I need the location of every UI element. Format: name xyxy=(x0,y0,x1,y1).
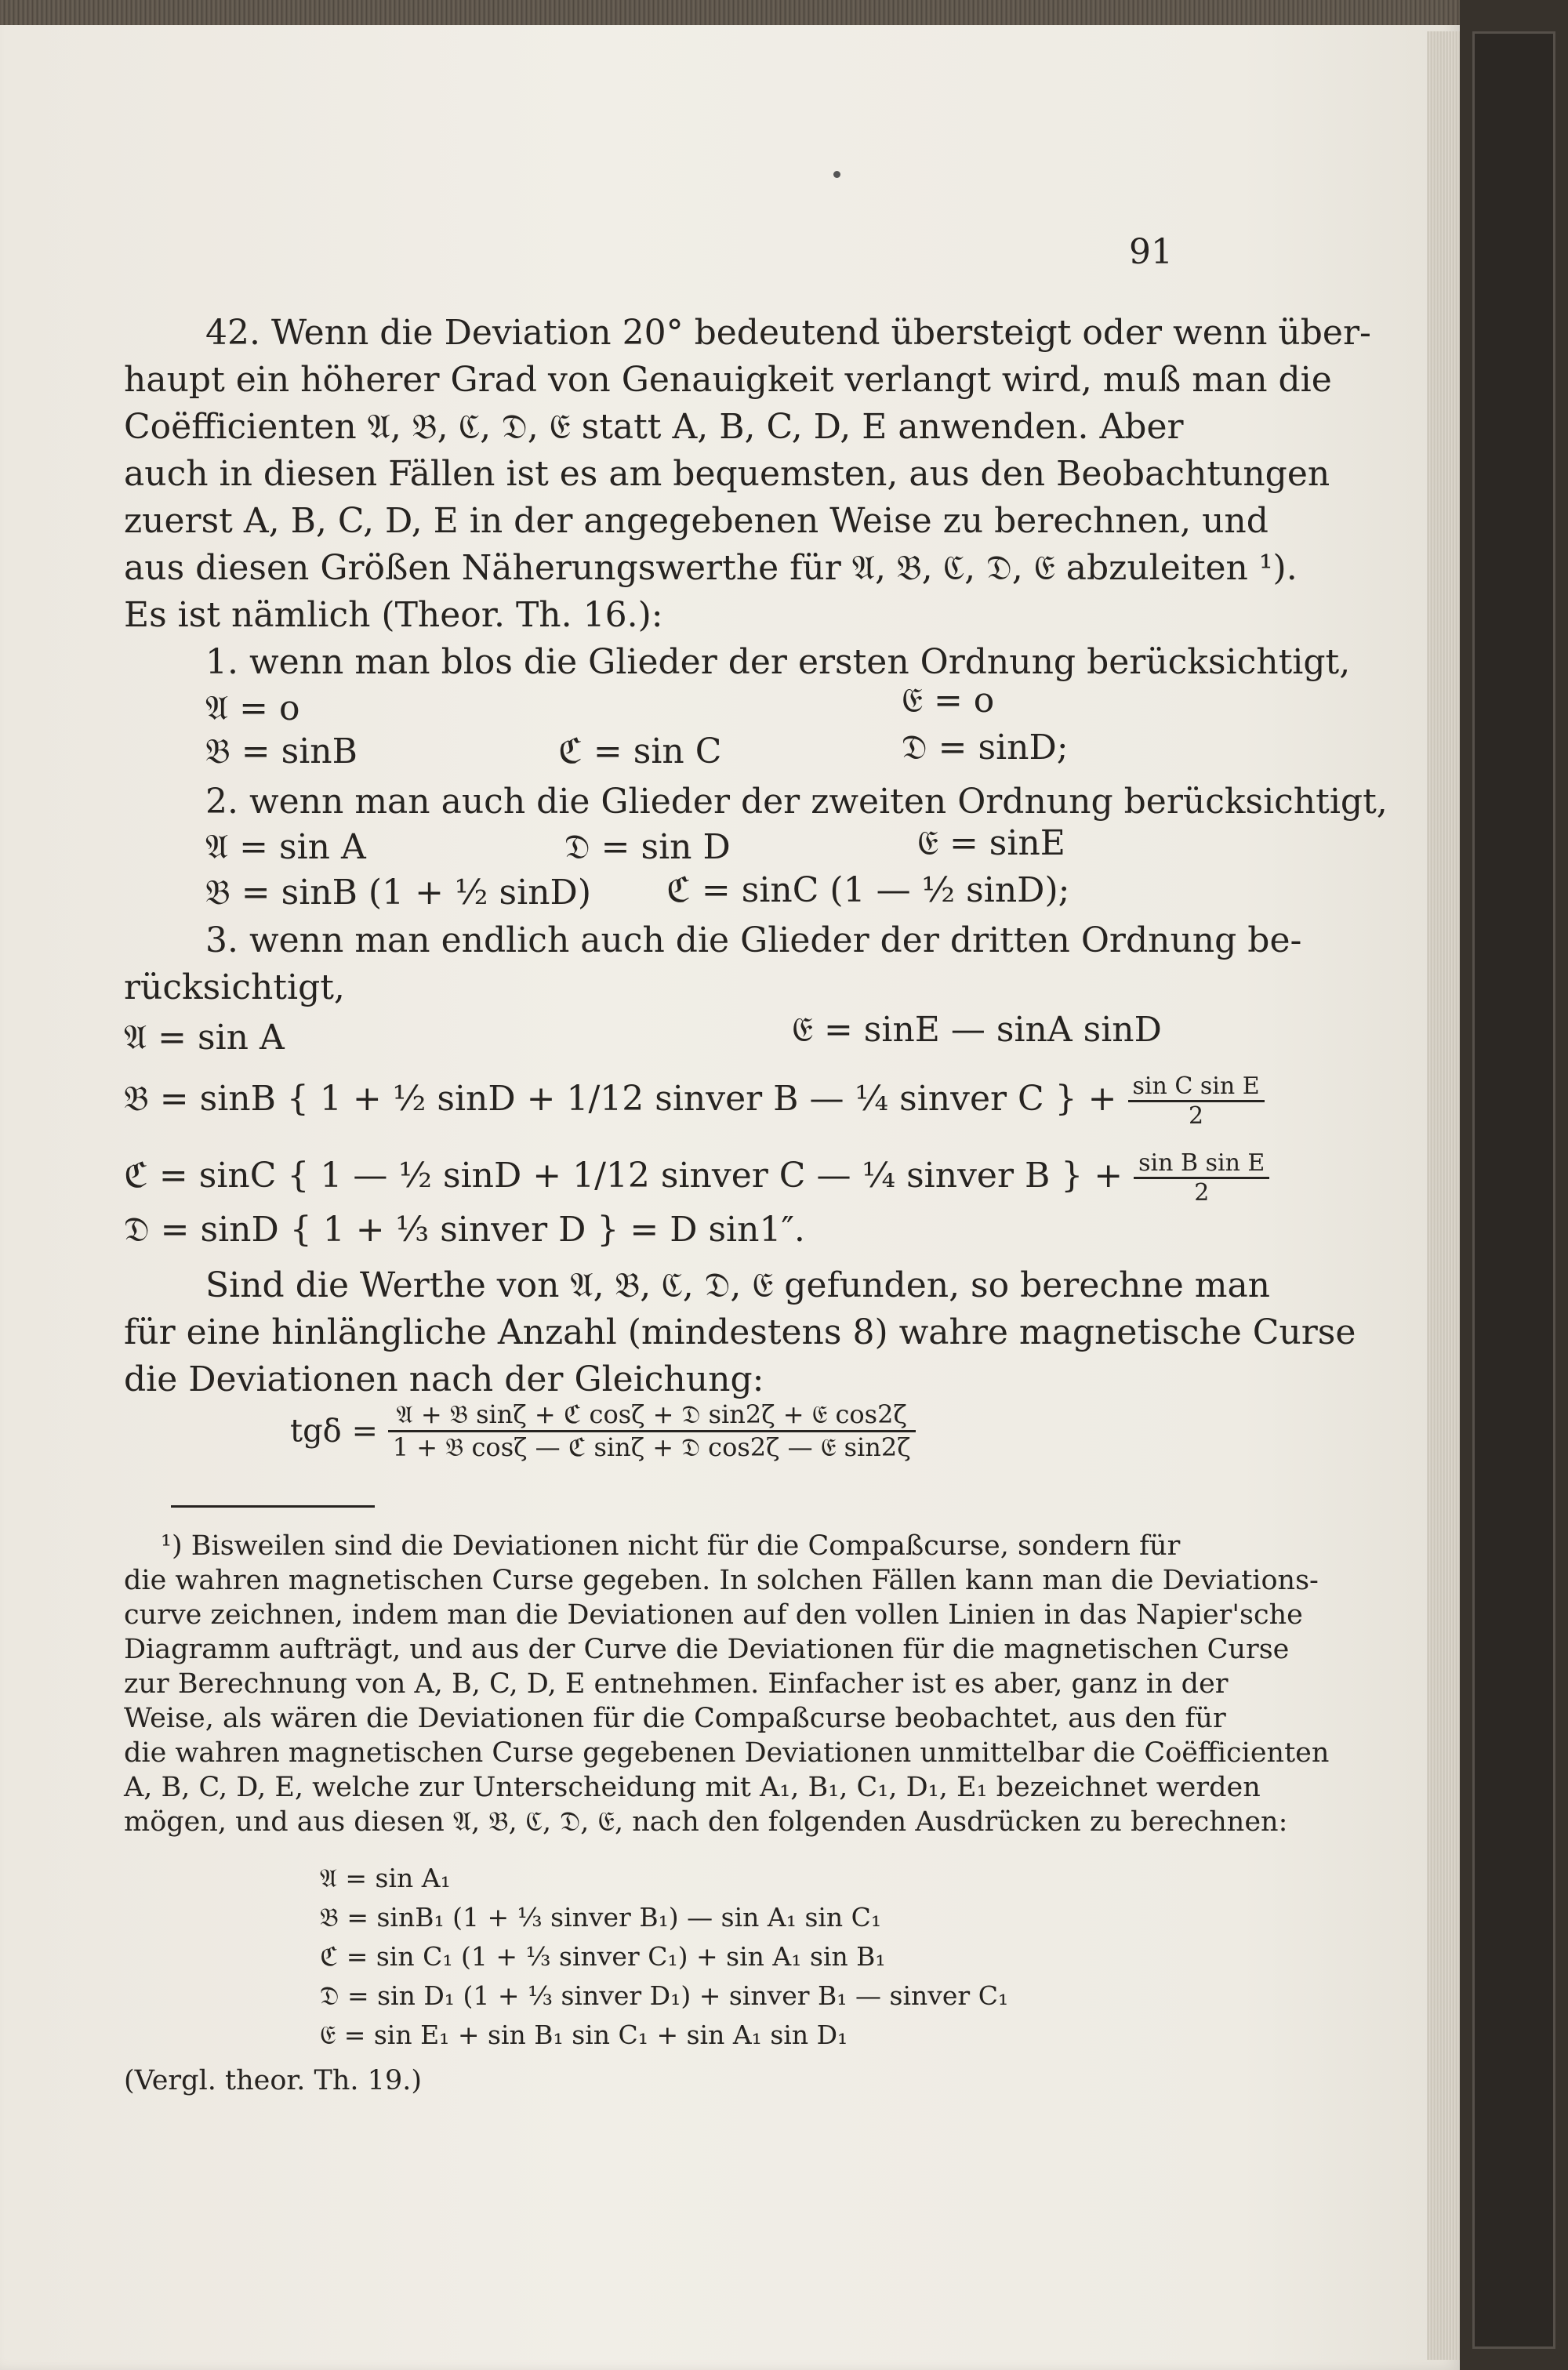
main-equation-denominator: 1 + 𝔅 cosζ — ℭ sinζ + 𝔇 cos2ζ — 𝔈 sin2ζ xyxy=(392,1432,911,1462)
case3-eq-b-fraction xyxy=(1128,1072,1265,1130)
footnote-formula-4: 𝔇 = sin D₁ (1 + ⅓ sinver D₁) + sinver B₁ — sinver C₁ xyxy=(320,1980,1009,2011)
book-cover-board xyxy=(1472,31,1555,2349)
after-line-2: für eine hinlängliche Anzahl (mindestens 8) wahre magnetische Curse xyxy=(124,1312,1356,1352)
footnote-line-4: Diagramm aufträgt, und aus der Curve die Deviationen für die magnetischen Curse xyxy=(124,1634,1290,1665)
case3-eq-e: 𝔈 = sinE — sinA sinD xyxy=(792,1010,1162,1050)
footnote-formula-2: 𝔅 = sinB₁ (1 + ⅓ sinver B₁) — sin A₁ sin C₁ xyxy=(320,1902,882,1933)
case3-eq-c-numerator: sin B sin E xyxy=(1134,1149,1269,1179)
case3-eq-b-numerator: sin C sin E xyxy=(1128,1072,1265,1102)
main-equation xyxy=(290,1399,916,1463)
case3-eq-c-denominator: 2 xyxy=(1194,1179,1210,1207)
page-top-edge xyxy=(0,0,1568,25)
footnote-formula-3: ℭ = sin C₁ (1 + ⅓ sinver C₁) + sin A₁ sin B₁ xyxy=(320,1941,886,1972)
ink-spot xyxy=(833,171,840,178)
after-line-1: Sind die Werthe von 𝔄, 𝔅, ℭ, 𝔇, 𝔈 gefunden, so berechne man xyxy=(205,1265,1271,1305)
case2-eq-a: 𝔄 = sin A xyxy=(205,827,366,867)
para42-line-1: 42. Wenn die Deviation 20° bedeutend übersteigt oder wenn über- xyxy=(205,313,1371,353)
case2-eq-d: 𝔇 = sin D xyxy=(564,827,731,867)
para42-line-3: Coëfficienten 𝔄, 𝔅, ℭ, 𝔇, 𝔈 statt A, B, C, D, E anwenden. Aber xyxy=(124,407,1184,447)
page-stack-edge xyxy=(1427,31,1460,2360)
case3-eq-b-main: 𝔅 = sinB { 1 + ½ sinD + 1/12 sinver B — ¼ sinver C } + xyxy=(124,1079,1117,1119)
case2-eq-b: 𝔅 = sinB (1 + ½ sinD) xyxy=(205,873,591,913)
case3-eq-c-main: ℭ = sinC { 1 — ½ sinD + 1/12 sinver C — ¼ sinver B } + xyxy=(124,1156,1123,1196)
main-equation-numerator: 𝔄 + 𝔅 sinζ + ℭ cosζ + 𝔇 sin2ζ + 𝔈 cos2ζ xyxy=(388,1399,916,1432)
footnote-line-3: curve zeichnen, indem man die Deviationen auf den vollen Linien in das Napier'sche xyxy=(124,1599,1303,1631)
case2-eq-e: 𝔈 = sinE xyxy=(917,823,1065,863)
main-equation-fraction xyxy=(388,1399,916,1463)
case3-eq-c-fraction xyxy=(1134,1149,1269,1207)
after-line-3: die Deviationen nach der Gleichung: xyxy=(124,1359,764,1399)
footnote-line-5: zur Berechnung von A, B, C, D, E entnehmen. Einfacher ist es aber, ganz in der xyxy=(124,1668,1229,1700)
case3-eq-d: 𝔇 = sinD { 1 + ⅓ sinver D } = D sin1″. xyxy=(124,1210,805,1250)
para42-line-5: zuerst A, B, C, D, E in der angegebenen Weise zu berechnen, und xyxy=(124,501,1269,541)
case3-eq-a: 𝔄 = sin A xyxy=(124,1018,285,1058)
case3-intro-2: rücksichtigt, xyxy=(124,967,345,1007)
footnote-line-8: A, B, C, D, E, welche zur Unterscheidung mit A₁, B₁, C₁, D₁, E₁ bezeichnet werden xyxy=(124,1772,1261,1803)
para42-line-6: aus diesen Größen Näherungswerthe für 𝔄, 𝔅, ℭ, 𝔇, 𝔈 abzuleiten ¹). xyxy=(124,548,1298,588)
case1-eq-a: 𝔄 = o xyxy=(205,688,300,728)
footnote-separator xyxy=(171,1505,375,1508)
footnote-line-1: ¹) Bisweilen sind die Deviationen nicht für die Compaßcurse, sondern für xyxy=(161,1530,1181,1562)
footnote-line-7: die wahren magnetischen Curse gegebenen Deviationen unmittelbar die Coëfficienten xyxy=(124,1737,1330,1769)
para42-line-2: haupt ein höherer Grad von Genauigkeit verlangt wird, muß man die xyxy=(124,360,1332,400)
case2-intro: 2. wenn man auch die Glieder der zweiten Ordnung berücksichtigt, xyxy=(205,782,1388,822)
case1-eq-e: 𝔈 = o xyxy=(902,681,995,720)
footnote-line-2: die wahren magnetischen Curse gegeben. In solchen Fällen kann man die Deviations- xyxy=(124,1565,1319,1596)
footnote-formula-5: 𝔈 = sin E₁ + sin B₁ sin C₁ + sin A₁ sin D₁ xyxy=(320,2020,848,2050)
case1-intro: 1. wenn man blos die Glieder der ersten Ordnung berücksichtigt, xyxy=(205,642,1351,682)
footnote-line-9: mögen, und aus diesen 𝔄, 𝔅, ℭ, 𝔇, 𝔈, nach den folgenden Ausdrücken zu berechnen: xyxy=(124,1806,1288,1838)
case3-intro-1: 3. wenn man endlich auch die Glieder der dritten Ordnung be- xyxy=(205,920,1302,960)
case1-eq-b: 𝔅 = sinB xyxy=(205,731,358,771)
case3-eq-b-denominator: 2 xyxy=(1189,1102,1204,1130)
para42-line-4: auch in diesen Fällen ist es am bequemsten, aus den Beobachtungen xyxy=(124,454,1330,494)
footnote-line-6: Weise, als wären die Deviationen für die Compaßcurse beobachtet, aus den für xyxy=(124,1703,1226,1734)
page-number: 91 xyxy=(1129,232,1173,272)
footnote-reference: (Vergl. theor. Th. 19.) xyxy=(124,2065,422,2096)
case3-eq-b xyxy=(124,1072,1265,1130)
case3-eq-c xyxy=(124,1149,1269,1207)
main-equation-lhs: tgδ = xyxy=(290,1413,378,1450)
case2-eq-c: ℭ = sinC (1 — ½ sinD); xyxy=(666,870,1070,910)
case1-eq-d: 𝔇 = sinD; xyxy=(902,728,1069,768)
para42-line-7: Es ist nämlich (Theor. Th. 16.): xyxy=(124,595,663,635)
case1-eq-c: ℭ = sin C xyxy=(558,731,722,771)
footnote-formula-1: 𝔄 = sin A₁ xyxy=(320,1863,451,1893)
